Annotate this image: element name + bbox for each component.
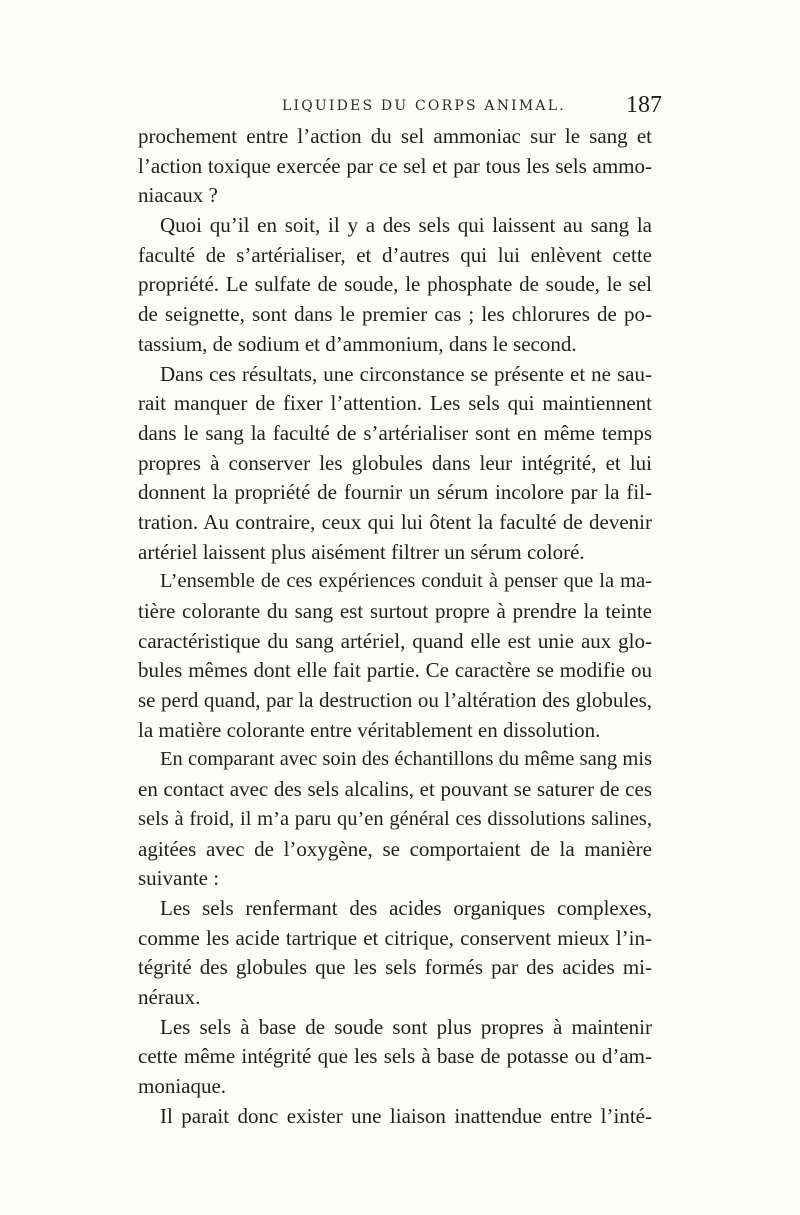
text-line: Les sels à base de soude sont plus propres à maintenir (160, 1014, 652, 1039)
text-line: En comparant avec soin des échantillons du même sang mis (160, 748, 652, 771)
text-line: suivante : (138, 866, 220, 891)
text-line: tassium, de sodium et d’ammonium, dans le second. (138, 331, 577, 356)
text-line: prochement entre l’action du sel ammoniac sur le sang et (138, 124, 652, 148)
text-line: niacaux ? (138, 183, 218, 208)
text-line: tégrité des globules que les sels formés par des acides mi- (138, 955, 652, 980)
text-line: Il parait donc exister une liaison inattendue entre l’inté- (160, 1103, 652, 1128)
text-line: faculté de s’artérialiser, et d’autres qui lui enlèvent cette (138, 242, 652, 267)
text-line: agitées avec de l’oxygène, se comportaient de la manière (138, 836, 652, 861)
text-line: néraux. (138, 984, 201, 1009)
text-line: tration. Au contraire, ceux qui lui ôtent la faculté de devenir (138, 509, 652, 534)
text-line: propriété. Le sulfate de soude, le phosphate de soude, le sel (138, 272, 652, 297)
running-head-title: LIQUIDES DU CORPS ANIMAL. (282, 98, 566, 114)
text-line: de seignette, sont dans le premier cas ; les chlorures de po- (138, 302, 652, 327)
text-line: artériel laissent plus aisément filtrer un sérum coloré. (138, 539, 585, 564)
text-line: cette même intégrité que les sels à base de potasse ou d’am- (138, 1044, 652, 1069)
text-line: sels à froid, il m’a paru qu’en général ces dissolutions salines, (138, 807, 652, 830)
text-line: se perd quand, par la destruction ou l’altération des globules, (138, 688, 652, 713)
text-line: moniaque. (138, 1074, 227, 1098)
page-number: 187 (626, 92, 662, 118)
text-line: Dans ces résultats, une circonstance se présente et ne sau- (160, 361, 652, 386)
text-line: caractéristique du sang artériel, quand elle est unie aux glo- (138, 628, 652, 653)
text-line: la matière colorante entre véritablement en dissolution. (138, 717, 601, 742)
text-line: L’ensemble de ces expériences conduit à penser que la ma- (160, 570, 652, 593)
text-line: comme les acide tartrique et citrique, conservent mieux l’in- (138, 925, 652, 950)
text-line: l’action toxique exercée par ce sel et par tous les sels ammo- (138, 153, 652, 178)
text-line: propres à conserver les globules dans leur intégrité, et lui (138, 450, 652, 475)
text-line: Quoi qu’il en soit, il y a des sels qui laissent au sang la (160, 213, 652, 238)
text-line: rait manquer de fixer l’attention. Les sels qui maintiennent (138, 391, 652, 416)
text-line: donnent la propriété de fournir un sérum incolore par la fil- (138, 480, 652, 505)
running-head (0, 92, 800, 122)
text-line: en contact avec des sels alcalins, et pouvant se saturer de ces (138, 777, 652, 802)
text-line: dans le sang la faculté de s’artérialiser sont en même temps (138, 420, 652, 445)
text-line: bules mêmes dont elle fait partie. Ce caractère se modifie ou (138, 658, 652, 683)
text-line: Les sels renfermant des acides organiques complexes, (160, 895, 652, 920)
body-text (138, 122, 652, 1131)
text-line: tière colorante du sang est surtout propre à prendre la teinte (138, 599, 652, 623)
